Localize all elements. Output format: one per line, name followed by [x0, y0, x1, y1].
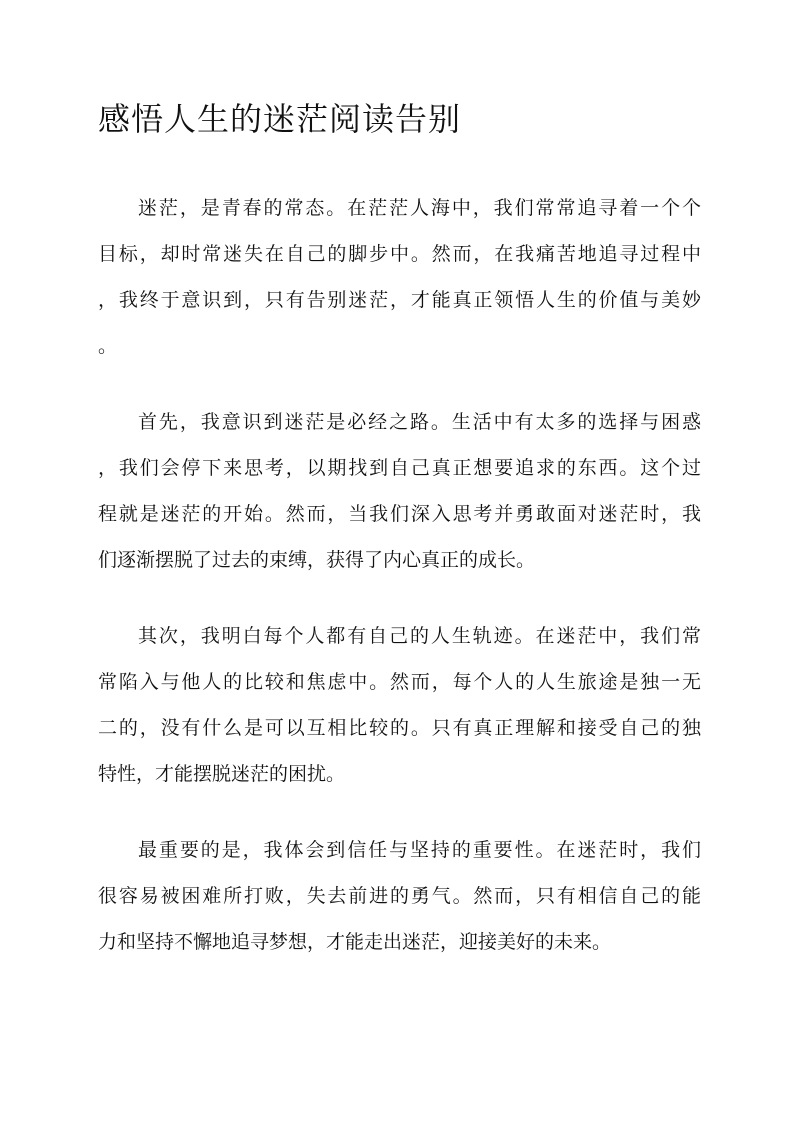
paragraph-line: 最重要的是，我体会到信任与坚持的重要性。在迷茫时，我们: [138, 839, 701, 861]
paragraph-line: 。: [98, 335, 118, 357]
paragraph-2: [98, 399, 701, 583]
paragraph-line: ，我们会停下来思考，以期找到自己真正想要追求的东西。这个过: [98, 457, 701, 479]
document-body: [98, 185, 701, 995]
paragraph-3: [98, 613, 701, 797]
paragraph-line: 很容易被困难所打败，失去前进的勇气。然而，只有相信自己的能: [98, 885, 701, 907]
paragraph-line: 程就是迷茫的开始。然而，当我们深入思考并勇敢面对迷茫时，我: [98, 503, 701, 525]
paragraph-line: ，我终于意识到，只有告别迷茫，才能真正领悟人生的价值与美妙: [98, 289, 701, 311]
paragraph-line: 首先，我意识到迷茫是必经之路。生活中有太多的选择与困惑: [138, 411, 701, 433]
paragraph-line: 目标，却时常迷失在自己的脚步中。然而，在我痛苦地追寻过程中: [98, 243, 701, 265]
paragraph-4: [98, 827, 701, 965]
paragraph-line: 力和坚持不懈地追寻梦想，才能走出迷茫，迎接美好的未来。: [98, 931, 612, 953]
paragraph-line: 们逐渐摆脱了过去的束缚，获得了内心真正的成长。: [98, 549, 536, 571]
document-title: 感悟人生的迷茫阅读告别: [98, 100, 462, 138]
paragraph-line: 常陷入与他人的比较和焦虑中。然而，每个人的人生旅途是独一无: [98, 671, 701, 693]
paragraph-1: [98, 185, 701, 369]
paragraph-line: 其次，我明白每个人都有自己的人生轨迹。在迷茫中，我们常: [138, 625, 701, 647]
paragraph-line: 特性，才能摆脱迷茫的困扰。: [98, 763, 346, 785]
paragraph-line: 二的，没有什么是可以互相比较的。只有真正理解和接受自己的独: [98, 717, 701, 739]
paragraph-line: 迷茫，是青春的常态。在茫茫人海中，我们常常追寻着一个个: [138, 197, 701, 219]
